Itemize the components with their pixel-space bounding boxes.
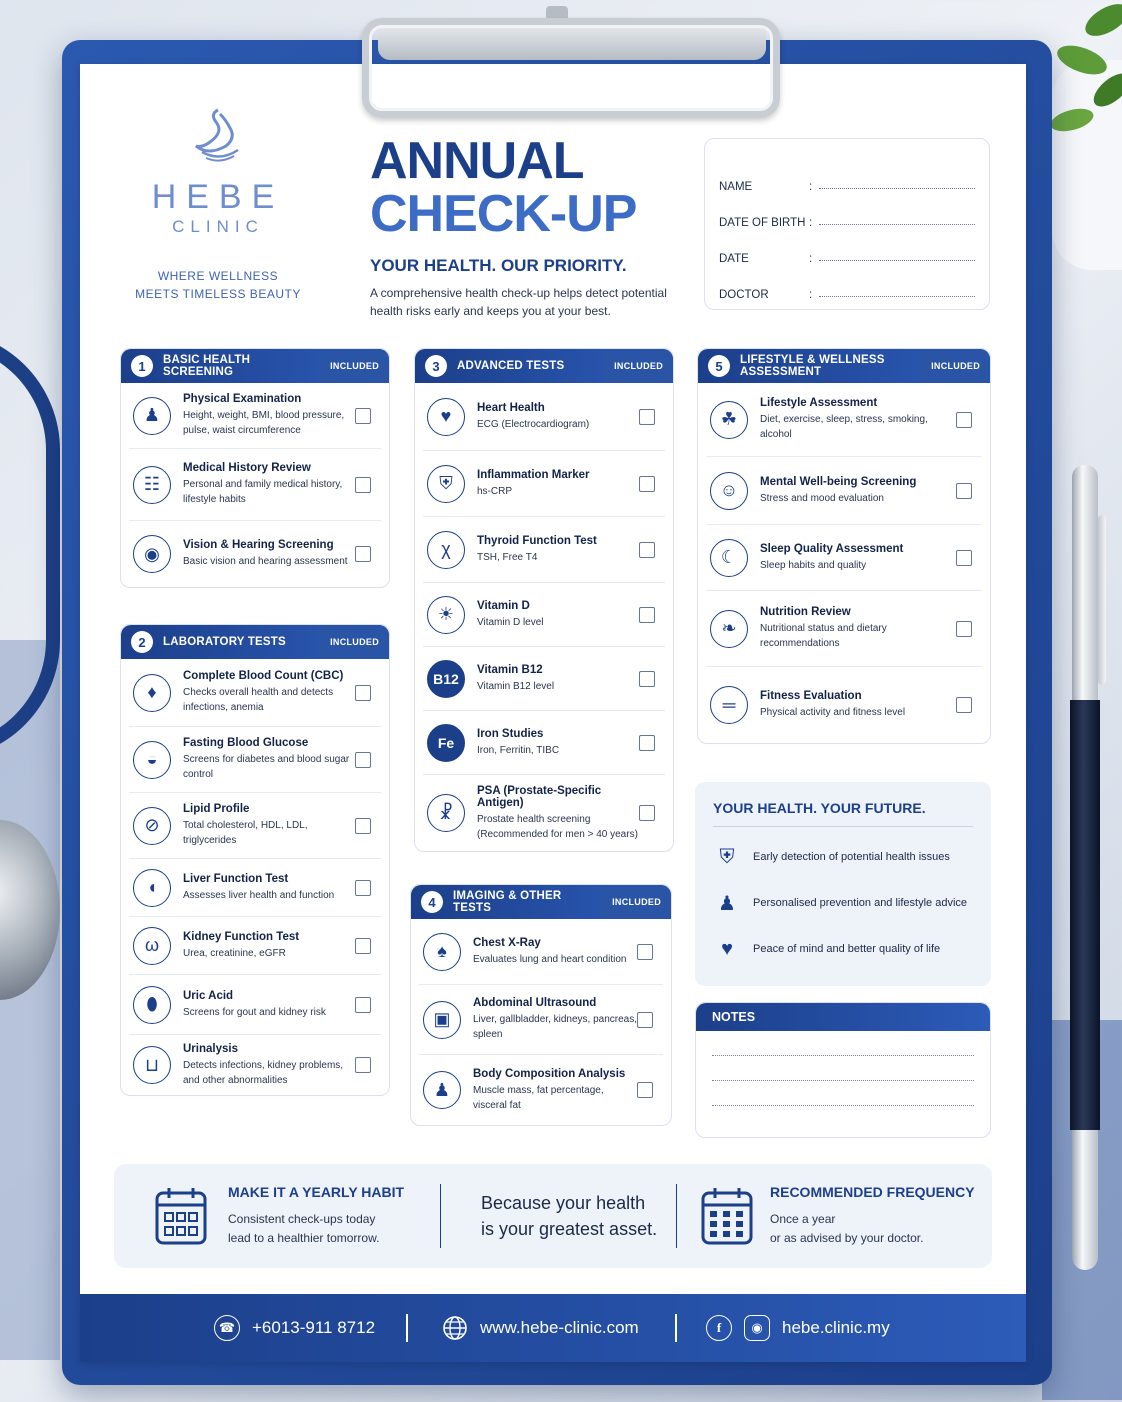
item-text xyxy=(477,600,639,630)
section-items xyxy=(121,659,389,1095)
fe-icon xyxy=(427,724,465,762)
habit-desc-2: lead to a healthier tomorrow. xyxy=(228,1231,380,1245)
item-description: Vitamin D level xyxy=(477,616,544,628)
quote-line-1: Because your health xyxy=(481,1193,646,1213)
checklist-item xyxy=(423,583,665,647)
checklist-item xyxy=(423,775,665,851)
section-header xyxy=(121,349,389,383)
item-text xyxy=(183,737,355,782)
item-title: Lipid Profile xyxy=(183,803,250,815)
item-checkbox[interactable] xyxy=(355,1057,371,1073)
frequency-desc-2: or as advised by your doctor. xyxy=(770,1231,924,1245)
item-title: Kidney Function Test xyxy=(183,930,300,943)
contact-footer xyxy=(80,1294,1026,1362)
item-title: Fitness Evaluation xyxy=(760,690,862,702)
heart-ecg-icon: ♥ xyxy=(427,398,465,436)
item-text xyxy=(760,543,956,573)
footer-social[interactable] xyxy=(706,1315,890,1341)
icon-glyph: B12 xyxy=(433,670,459,687)
field-colon: : xyxy=(809,217,813,229)
item-checkbox[interactable] xyxy=(956,697,972,713)
patient-field-row xyxy=(719,229,975,265)
checklist-item xyxy=(419,985,663,1055)
social-handle: hebe.clinic.my xyxy=(782,1318,890,1337)
tagline-line-2: MEETS TIMELESS BEAUTY xyxy=(135,287,301,301)
item-description: Height, weight, BMI, blood pressure, pulse, waist circumference xyxy=(183,410,345,436)
divider xyxy=(676,1184,677,1248)
checklist-item xyxy=(706,383,982,457)
section-items xyxy=(698,383,990,743)
item-checkbox[interactable] xyxy=(639,542,655,558)
intro-text: A comprehensive health check-up helps detect potential health risks early and keeps you at your best. xyxy=(370,286,667,318)
habit-banner xyxy=(114,1164,992,1268)
leaf-icon: ❧ xyxy=(710,610,748,648)
benefit-text: Personalised prevention and lifestyle advice xyxy=(753,897,968,909)
checklist-item xyxy=(129,383,381,449)
section-items xyxy=(415,383,673,851)
item-title: Physical Examination xyxy=(183,393,302,405)
b12-icon xyxy=(427,660,465,698)
website-url: www.hebe-clinic.com xyxy=(480,1318,639,1337)
checklist-item xyxy=(706,591,982,667)
item-description: Detects infections, kidney problems, and other abnormalities xyxy=(183,1059,344,1086)
pen xyxy=(1066,465,1106,1305)
section-header xyxy=(411,885,671,919)
item-description: Assesses liver health and function xyxy=(183,889,335,901)
field-colon: : xyxy=(809,181,813,193)
section-title: ADVANCED TESTS xyxy=(457,360,565,372)
item-title: Thyroid Function Test xyxy=(477,534,597,547)
lungs-icon: ♠ xyxy=(423,933,461,971)
item-text xyxy=(183,931,355,961)
section-4 xyxy=(410,884,672,1126)
footer-website[interactable] xyxy=(442,1315,639,1341)
item-title: Vision & Hearing Screening xyxy=(183,539,334,551)
item-title: Urinalysis xyxy=(183,1042,238,1055)
item-checkbox[interactable] xyxy=(355,408,371,424)
item-description: Stress and mood evaluation xyxy=(760,492,884,504)
checklist-item xyxy=(129,521,381,587)
item-title: Chest X-Ray xyxy=(473,936,541,949)
frequency-desc-1: Once a year xyxy=(770,1212,836,1226)
included-badge: INCLUDED xyxy=(604,349,673,383)
calendar-grid-icon xyxy=(700,1185,754,1247)
item-text xyxy=(477,402,639,432)
calendar-icon xyxy=(154,1185,208,1247)
item-description: Vitamin B12 level xyxy=(477,680,555,692)
item-checkbox[interactable] xyxy=(355,938,371,954)
benefit-text: Peace of mind and better quality of life xyxy=(753,943,941,955)
footer-divider xyxy=(675,1314,677,1342)
item-text xyxy=(760,606,956,651)
section-header xyxy=(698,349,990,383)
head-icon: ☺ xyxy=(710,472,748,510)
item-title: Uric Acid xyxy=(183,989,234,1002)
checklist-item xyxy=(419,919,663,985)
thyroid-icon: χ xyxy=(427,531,465,569)
item-text xyxy=(183,539,355,569)
habit-title: MAKE IT A YEARLY HABIT xyxy=(228,1184,405,1200)
ribbon-icon: ☧ xyxy=(427,794,465,832)
section-5 xyxy=(697,348,991,744)
checklist-item xyxy=(706,667,982,743)
checklist-item xyxy=(423,517,665,583)
item-description: TSH, Free T4 xyxy=(477,551,538,563)
patient-field-input[interactable] xyxy=(819,224,975,225)
frequency-title: RECOMMENDED FREQUENCY xyxy=(770,1184,975,1200)
item-title: Lifestyle Assessment xyxy=(760,397,878,409)
habit-desc-1: Consistent check-ups today xyxy=(228,1212,376,1226)
item-description: Personal and family medical history, lifestyle habits xyxy=(183,479,343,505)
section-items xyxy=(121,383,389,587)
section-3 xyxy=(414,348,674,852)
item-title: Abdominal Ultrasound xyxy=(473,997,597,1009)
item-title: Medical History Review xyxy=(183,462,311,474)
checklist-item xyxy=(129,859,381,917)
patient-field-row xyxy=(719,265,975,301)
section-title: BASIC HEALTH SCREENING xyxy=(163,354,251,378)
item-title: Complete Blood Count (CBC) xyxy=(183,670,344,682)
eye-icon: ◉ xyxy=(133,535,171,573)
included-badge: INCLUDED xyxy=(602,885,671,919)
kidney-icon: ω xyxy=(133,927,171,965)
item-checkbox[interactable] xyxy=(639,671,655,687)
item-description: Nutritional status and dietary recommendations xyxy=(760,623,887,649)
future-title: YOUR HEALTH. YOUR FUTURE. xyxy=(713,800,973,827)
item-text xyxy=(183,1043,355,1088)
item-title: PSA (Prostate-Specific Antigen) xyxy=(477,784,602,809)
icon-glyph: Fe xyxy=(437,734,455,751)
item-checkbox[interactable] xyxy=(639,735,655,751)
item-checkbox[interactable] xyxy=(355,685,371,701)
item-title: Iron Studies xyxy=(477,727,544,740)
dumbbell-icon: ═ xyxy=(710,686,748,724)
future-benefit xyxy=(713,933,973,965)
included-badge: INCLUDED xyxy=(320,625,389,659)
patient-info-box xyxy=(704,138,990,310)
future-benefit xyxy=(713,841,973,873)
checklist-item xyxy=(423,451,665,517)
notes-title: NOTES xyxy=(696,1003,990,1031)
patient-field-row xyxy=(719,193,975,229)
item-description: ECG (Electrocardiogram) xyxy=(477,418,590,430)
section-number: 5 xyxy=(708,355,730,377)
globe-icon xyxy=(442,1315,468,1341)
item-description: Muscle mass, fat percentage, visceral fat xyxy=(473,1084,604,1111)
quote-line-2: is your greatest asset. xyxy=(481,1219,658,1239)
notes-line[interactable] xyxy=(712,1080,974,1081)
field-colon: : xyxy=(809,289,813,301)
item-text xyxy=(760,476,956,506)
item-text xyxy=(477,785,639,842)
section-items xyxy=(411,919,671,1125)
artery-icon: ⊘ xyxy=(133,807,171,845)
section-2 xyxy=(120,624,390,1096)
checklist-item xyxy=(129,917,381,975)
item-title: Inflammation Marker xyxy=(477,468,590,481)
checklist-item xyxy=(129,975,381,1035)
clinic-tagline xyxy=(118,267,318,303)
checklist-item xyxy=(419,1055,663,1125)
liver-icon: ◖ xyxy=(133,869,171,907)
instagram-icon[interactable]: ◉ xyxy=(744,1315,770,1341)
section-number: 2 xyxy=(131,631,153,653)
item-description: Iron, Ferritin, TIBC xyxy=(477,744,560,756)
item-description: Liver, gallbladder, kidneys, pancreas, spleen xyxy=(473,1014,637,1040)
item-description: Diet, exercise, sleep, stress, smoking, alcohol xyxy=(760,414,928,440)
item-text xyxy=(183,990,355,1020)
item-checkbox[interactable] xyxy=(637,1012,653,1028)
item-text xyxy=(760,397,956,442)
section-title: LIFESTYLE & WELLNESS ASSESSMENT xyxy=(740,354,885,378)
item-text xyxy=(183,670,355,715)
patient-field-label: DATE OF BIRTH xyxy=(719,217,806,229)
checklist-item xyxy=(129,449,381,521)
shield-check-icon: ⛨ xyxy=(719,845,735,868)
item-description: Evaluates lung and heart condition xyxy=(473,953,627,965)
notes-line[interactable] xyxy=(712,1055,974,1056)
item-text xyxy=(183,393,355,438)
item-title: Vitamin D xyxy=(477,599,530,612)
section-header xyxy=(415,349,673,383)
item-description: Basic vision and hearing assessment xyxy=(183,556,348,567)
item-checkbox[interactable] xyxy=(956,483,972,499)
item-text xyxy=(183,873,355,903)
item-checkbox[interactable] xyxy=(355,477,371,493)
item-text xyxy=(183,462,355,507)
patient-field-input[interactable] xyxy=(819,260,975,261)
item-checkbox[interactable] xyxy=(639,476,655,492)
item-description: Screens for gout and kidney risk xyxy=(183,1006,326,1018)
page-title-line-1: ANNUAL xyxy=(370,132,584,190)
item-description: Screens for diabetes and blood sugar control xyxy=(183,754,350,780)
phone-icon: ☎ xyxy=(214,1315,240,1341)
checklist-item xyxy=(706,525,982,591)
checklist-item xyxy=(423,383,665,451)
item-title: Fasting Blood Glucose xyxy=(183,737,309,749)
item-text xyxy=(473,937,637,967)
patient-field-label: DOCTOR xyxy=(719,289,769,301)
patient-field-input[interactable] xyxy=(819,296,975,297)
heart-hand-icon: ♥ xyxy=(721,937,733,960)
apple-icon: ☘ xyxy=(710,401,748,439)
item-checkbox[interactable] xyxy=(639,607,655,623)
item-checkbox[interactable] xyxy=(355,880,371,896)
facebook-icon[interactable]: f xyxy=(706,1315,732,1341)
section-header xyxy=(121,625,389,659)
item-description: Checks overall health and detects infections, anemia xyxy=(183,687,334,713)
item-text xyxy=(477,664,639,694)
checklist-item xyxy=(706,457,982,525)
patient-field-label: DATE xyxy=(719,253,749,265)
joint-icon: ⬮ xyxy=(133,986,171,1024)
item-title: Sleep Quality Assessment xyxy=(760,542,904,555)
moon-icon: ☾ xyxy=(710,539,748,577)
glucose-icon: ◒ xyxy=(133,741,171,779)
item-checkbox[interactable] xyxy=(639,805,655,821)
clipboard-clip xyxy=(362,18,780,118)
item-checkbox[interactable] xyxy=(355,818,371,834)
item-description: Sleep habits and quality xyxy=(760,559,867,571)
item-text xyxy=(477,469,639,499)
checklist-item xyxy=(129,727,381,793)
item-text xyxy=(760,690,956,720)
item-checkbox[interactable] xyxy=(956,621,972,637)
item-checkbox[interactable] xyxy=(355,997,371,1013)
patient-field-row xyxy=(719,157,975,193)
included-badge: INCLUDED xyxy=(320,349,389,383)
benefit-text: Early detection of potential health issues xyxy=(753,851,950,863)
item-title: Vitamin B12 xyxy=(477,663,543,676)
item-description: Total cholesterol, HDL, LDL, triglycerides xyxy=(183,820,308,846)
future-panel xyxy=(695,782,991,986)
checklist-item xyxy=(129,659,381,727)
notes-line[interactable] xyxy=(712,1105,974,1106)
item-text xyxy=(183,803,355,848)
page-subtitle: YOUR HEALTH. OUR PRIORITY. xyxy=(370,256,627,275)
item-checkbox[interactable] xyxy=(637,1082,653,1098)
clinic-subname: CLINIC xyxy=(172,217,264,236)
item-description: Prostate health screening (Recommended for men > 40 years) xyxy=(477,813,638,840)
item-text xyxy=(477,728,639,758)
sun-icon: ☀ xyxy=(427,596,465,634)
item-checkbox[interactable] xyxy=(956,412,972,428)
footer-divider xyxy=(406,1314,408,1342)
phone-number: +6013-911 8712 xyxy=(252,1318,376,1337)
shield-icon: ⛨ xyxy=(427,465,465,503)
included-badge: INCLUDED xyxy=(921,349,990,383)
item-checkbox[interactable] xyxy=(639,409,655,425)
page-title-line-2: CHECK-UP xyxy=(370,185,637,243)
swan-logo-icon xyxy=(188,104,248,166)
doctor-icon: ♟ xyxy=(718,892,736,915)
section-title: LABORATORY TESTS xyxy=(163,636,286,648)
checklist-item xyxy=(129,1035,381,1095)
field-colon: : xyxy=(809,253,813,265)
section-title: IMAGING & OTHER TESTS xyxy=(453,890,562,914)
divider xyxy=(440,1184,441,1248)
notes-box xyxy=(695,1002,991,1138)
tagline-line-1: WHERE WELLNESS xyxy=(157,269,279,283)
item-description: Urea, creatinine, eGFR xyxy=(183,947,286,959)
person-icon: ♟ xyxy=(133,397,171,435)
checklist-item xyxy=(423,647,665,711)
section-number: 3 xyxy=(425,355,447,377)
patient-field-label: NAME xyxy=(719,181,753,193)
clinic-logo xyxy=(118,104,318,303)
footer-phone[interactable] xyxy=(214,1315,375,1341)
item-title: Body Composition Analysis xyxy=(473,1067,626,1080)
item-checkbox[interactable] xyxy=(355,752,371,768)
blood-drop-icon: ♦ xyxy=(133,674,171,712)
item-checkbox[interactable] xyxy=(956,550,972,566)
clipboard-icon: ☷ xyxy=(133,466,171,504)
monitor-icon: ▣ xyxy=(423,1001,461,1039)
item-title: Liver Function Test xyxy=(183,872,289,885)
blue-cloth xyxy=(0,640,60,1360)
item-title: Nutrition Review xyxy=(760,606,851,618)
future-benefit xyxy=(713,887,973,919)
checklist-item xyxy=(129,793,381,859)
item-title: Heart Health xyxy=(477,401,545,414)
patient-field-input[interactable] xyxy=(819,188,975,189)
item-checkbox[interactable] xyxy=(637,944,653,960)
body-icon: ♟ xyxy=(423,1071,461,1109)
item-text xyxy=(473,997,637,1042)
item-title: Mental Well-being Screening xyxy=(760,475,917,488)
section-number: 4 xyxy=(421,891,443,913)
section-1 xyxy=(120,348,390,588)
cup-icon: ⊔ xyxy=(133,1046,171,1084)
clinic-name: HEBE xyxy=(151,178,285,216)
item-text xyxy=(477,535,639,565)
item-description: hs-CRP xyxy=(477,485,513,497)
checklist-item xyxy=(423,711,665,775)
item-text xyxy=(473,1068,637,1113)
item-description: Physical activity and fitness level xyxy=(760,707,906,718)
item-checkbox[interactable] xyxy=(355,546,371,562)
section-number: 1 xyxy=(131,355,153,377)
